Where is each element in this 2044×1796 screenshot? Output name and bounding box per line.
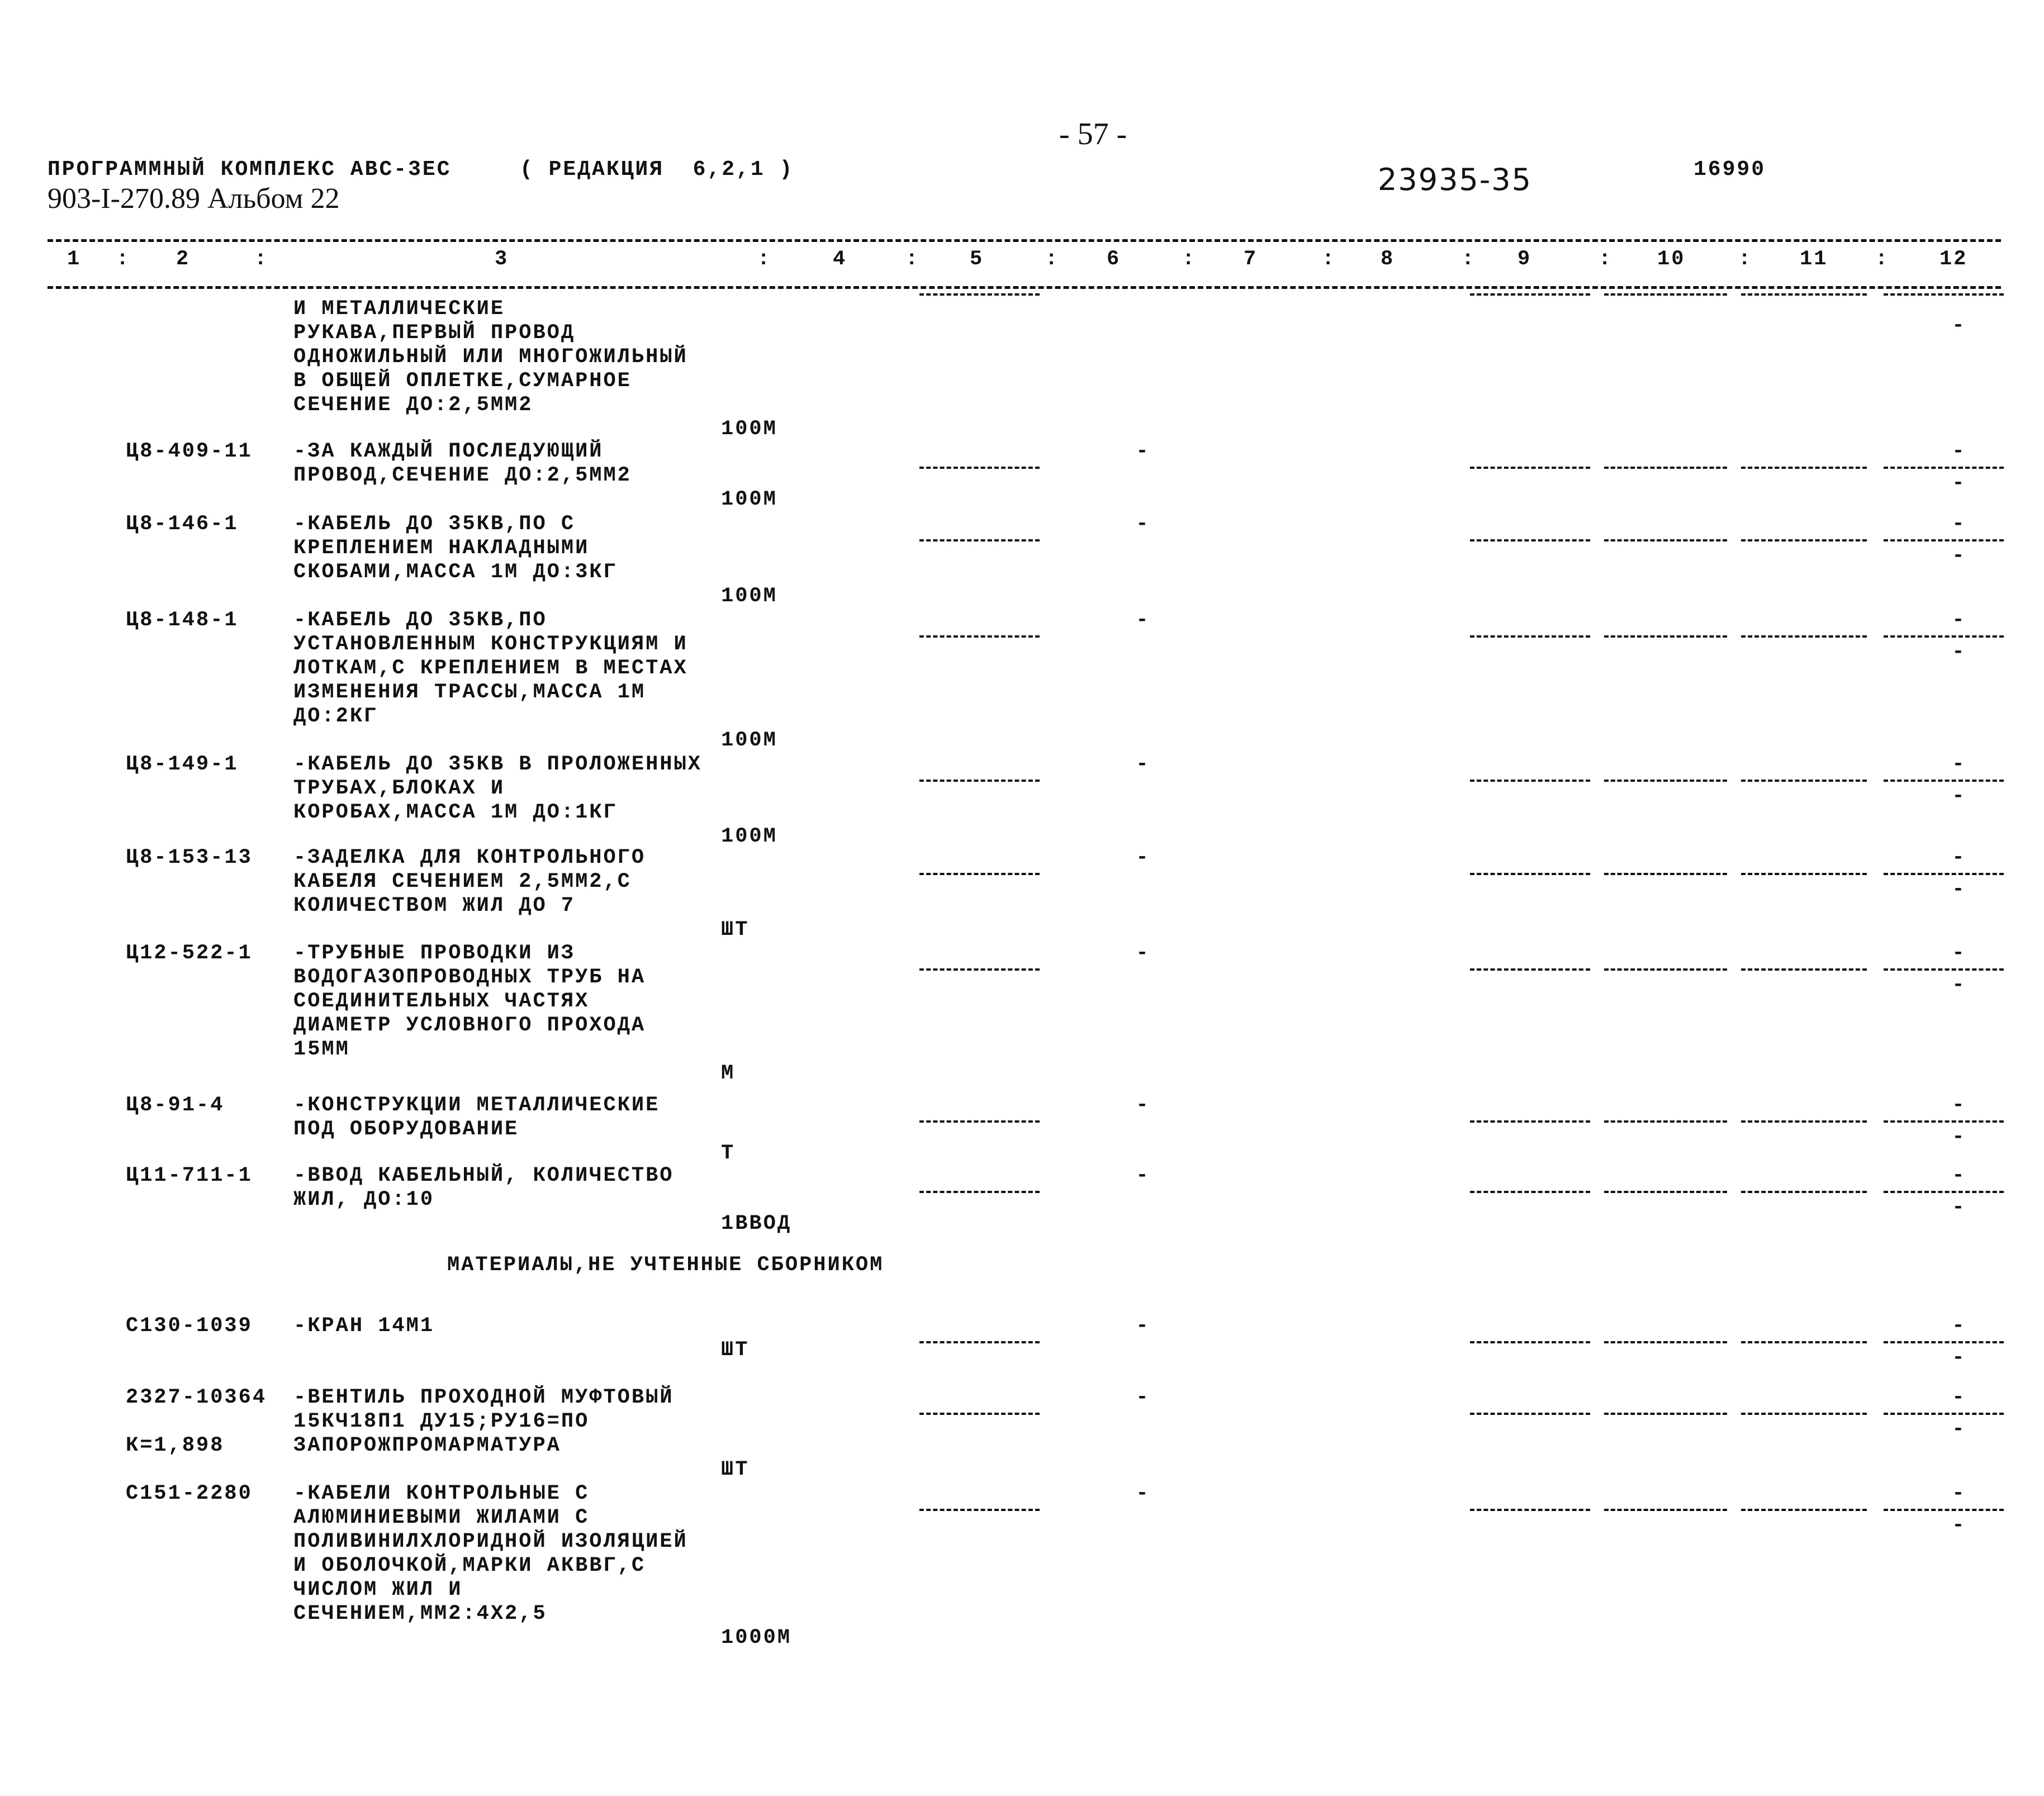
c5-divider bbox=[919, 467, 1040, 469]
work-description: КАБЕЛЯ СЕЧЕНИЕМ 2,5ММ2,С bbox=[293, 870, 632, 894]
section-heading: МАТЕРИАЛЫ,НЕ УЧТЕННЫЕ СБОРНИКОМ bbox=[447, 1253, 884, 1277]
unit-of-measure: 100М bbox=[721, 585, 777, 608]
c9-divider bbox=[1470, 1413, 1590, 1415]
c12-top-value: - bbox=[1952, 1164, 1966, 1187]
c12-divider bbox=[1884, 635, 2004, 638]
c10-divider bbox=[1604, 968, 1727, 971]
c12-bottom-value: - bbox=[1952, 785, 1966, 808]
c10-divider bbox=[1604, 635, 1727, 638]
c9-divider bbox=[1470, 1341, 1590, 1343]
col6-value: - bbox=[1136, 1164, 1150, 1187]
work-description: -КАБЕЛЬ ДО 35КВ,ПО С bbox=[293, 512, 576, 536]
col6-value: - bbox=[1136, 1482, 1150, 1505]
c12-bottom-value: - bbox=[1952, 973, 1966, 997]
c5-divider bbox=[919, 1341, 1040, 1343]
work-description: 15КЧ18П1 ДУ15;РУ16=ПО bbox=[293, 1410, 590, 1433]
column-header-3: 3 bbox=[495, 248, 509, 271]
c5-divider bbox=[919, 873, 1040, 875]
c10-divider bbox=[1604, 1120, 1727, 1123]
c9-divider bbox=[1470, 968, 1590, 971]
c12-divider bbox=[1884, 1509, 2004, 1511]
col6-value: - bbox=[1136, 1386, 1150, 1409]
c9-divider bbox=[1470, 635, 1590, 638]
c9-divider bbox=[1470, 873, 1590, 875]
c5-divider bbox=[919, 780, 1040, 782]
c11-divider bbox=[1741, 1120, 1867, 1123]
column-separator: : bbox=[1322, 248, 1336, 271]
work-description: УСТАНОВЛЕННЫМ КОНСТРУКЦИЯМ И bbox=[293, 633, 688, 656]
c5-divider bbox=[919, 1509, 1040, 1511]
rate-code: Ц8-91-4 bbox=[126, 1094, 225, 1117]
c5-divider bbox=[919, 1120, 1040, 1123]
col6-value: - bbox=[1136, 1094, 1150, 1117]
col6-value: - bbox=[1136, 942, 1150, 965]
work-description: -КАБЕЛЬ ДО 35КВ,ПО bbox=[293, 609, 547, 632]
work-description: ЖИЛ, ДО:10 bbox=[293, 1188, 435, 1211]
c12-bottom-value: - bbox=[1952, 1514, 1966, 1537]
work-description: -КРАН 14М1 bbox=[293, 1314, 435, 1338]
c12-top-value: - bbox=[1952, 1094, 1966, 1117]
c10-divider bbox=[1604, 293, 1727, 296]
work-description: И МЕТАЛЛИЧЕСКИЕ bbox=[293, 297, 505, 321]
c12-divider bbox=[1884, 1120, 2004, 1123]
c10-divider bbox=[1604, 1509, 1727, 1511]
column-separator: : bbox=[254, 248, 269, 271]
c5-divider bbox=[919, 1413, 1040, 1415]
rate-coefficient: К=1,898 bbox=[126, 1434, 225, 1457]
work-description: СЕЧЕНИЕМ,ММ2:4Х2,5 bbox=[293, 1602, 547, 1626]
c10-divider bbox=[1604, 1191, 1727, 1193]
c12-divider bbox=[1884, 1413, 2004, 1415]
c11-divider bbox=[1741, 635, 1867, 638]
work-description: -ВВОД КАБЕЛЬНЫЙ, КОЛИЧЕСТВО bbox=[293, 1164, 674, 1187]
column-header-6: 6 bbox=[1107, 248, 1121, 271]
unit-of-measure: 100М bbox=[721, 417, 777, 441]
rate-code: Ц11-711-1 bbox=[126, 1164, 253, 1187]
work-description: ЗАПОРОЖПРОМАРМАТУРА bbox=[293, 1434, 561, 1457]
column-header-12: 12 bbox=[1939, 248, 1968, 271]
c10-divider bbox=[1604, 467, 1727, 469]
c9-divider bbox=[1470, 293, 1590, 296]
work-description: КОРОБАХ,МАССА 1М ДО:1КГ bbox=[293, 801, 618, 824]
c10-divider bbox=[1604, 539, 1727, 541]
column-separator: : bbox=[757, 248, 772, 271]
unit-of-measure: М bbox=[721, 1062, 736, 1085]
work-description: 15ММ bbox=[293, 1038, 350, 1061]
project-title: 903-I-270.89 Альбом 22 bbox=[48, 183, 340, 215]
rate-code: 2327-10364 bbox=[126, 1386, 267, 1409]
c12-bottom-value: - bbox=[1952, 1418, 1966, 1441]
c11-divider bbox=[1741, 539, 1867, 541]
c12-divider bbox=[1884, 467, 2004, 469]
col6-value: - bbox=[1136, 609, 1150, 632]
unit-of-measure: 1ВВОД bbox=[721, 1212, 792, 1236]
program-name: ПРОГРАММНЫЙ КОМПЛЕКС АВС-3ЕС bbox=[48, 158, 452, 182]
unit-of-measure: ШТ bbox=[721, 1458, 750, 1481]
column-separator: : bbox=[1045, 248, 1060, 271]
c9-divider bbox=[1470, 467, 1590, 469]
c11-divider bbox=[1741, 1191, 1867, 1193]
column-separator: : bbox=[1599, 248, 1613, 271]
c12-bottom-value: - bbox=[1952, 1346, 1966, 1370]
column-separator: : bbox=[1738, 248, 1753, 271]
work-description: И ОБОЛОЧКОЙ,МАРКИ АКВВГ,С bbox=[293, 1554, 646, 1578]
column-header-2: 2 bbox=[176, 248, 191, 271]
c12-bottom-value: - bbox=[1952, 472, 1966, 495]
work-description: КРЕПЛЕНИЕМ НАКЛАДНЫМИ bbox=[293, 536, 590, 560]
work-description: -ВЕНТИЛЬ ПРОХОДНОЙ МУФТОВЫЙ bbox=[293, 1386, 674, 1409]
c11-divider bbox=[1741, 780, 1867, 782]
c12-bottom-value: - bbox=[1952, 1196, 1966, 1219]
c12-divider bbox=[1884, 968, 2004, 971]
column-header-8: 8 bbox=[1381, 248, 1395, 271]
unit-of-measure: ШТ bbox=[721, 918, 750, 942]
work-description: -КАБЕЛЬ ДО 35КВ В ПРОЛОЖЕННЫХ bbox=[293, 753, 702, 776]
c12-bottom-value: - bbox=[1952, 878, 1966, 901]
c5-divider bbox=[919, 1191, 1040, 1193]
document-number: 16990 bbox=[1694, 158, 1766, 182]
c12-divider bbox=[1884, 873, 2004, 875]
c5-divider bbox=[919, 635, 1040, 638]
rate-code: Ц8-149-1 bbox=[126, 753, 239, 776]
work-description: АЛЮМИНИЕВЫМИ ЖИЛАМИ С bbox=[293, 1506, 590, 1529]
c12-top-value: - bbox=[1952, 1482, 1966, 1505]
work-description: ПОЛИВИНИЛХЛОРИДНОЙ ИЗОЛЯЦИЕЙ bbox=[293, 1530, 688, 1553]
c5-divider bbox=[919, 539, 1040, 541]
c12-top-value: - bbox=[1952, 440, 1966, 463]
c12-bottom-value: - bbox=[1952, 544, 1966, 568]
c9-divider bbox=[1470, 1120, 1590, 1123]
work-description: КОЛИЧЕСТВОМ ЖИЛ ДО 7 bbox=[293, 894, 576, 918]
rate-code: С151-2280 bbox=[126, 1482, 253, 1505]
col6-value: - bbox=[1136, 440, 1150, 463]
unit-of-measure: 100М bbox=[721, 488, 777, 511]
c9-divider bbox=[1470, 1191, 1590, 1193]
c12-divider bbox=[1884, 780, 2004, 782]
c12-top-value: - bbox=[1952, 1386, 1966, 1409]
c12-divider bbox=[1884, 1191, 2004, 1193]
c9-divider bbox=[1470, 780, 1590, 782]
work-description: СОЕДИНИТЕЛЬНЫХ ЧАСТЯХ bbox=[293, 990, 590, 1013]
work-description: ИЗМЕНЕНИЯ ТРАССЫ,МАССА 1М bbox=[293, 681, 646, 704]
work-description: ДО:2КГ bbox=[293, 705, 378, 728]
c11-divider bbox=[1741, 873, 1867, 875]
col6-value: - bbox=[1136, 1314, 1150, 1338]
c12-top-value: - bbox=[1952, 1314, 1966, 1338]
unit-of-measure: ШТ bbox=[721, 1338, 750, 1362]
work-description: ДИАМЕТР УСЛОВНОГО ПРОХОДА bbox=[293, 1014, 646, 1037]
rate-code: Ц8-409-11 bbox=[126, 440, 253, 463]
work-description: -ЗАДЕЛКА ДЛЯ КОНТРОЛЬНОГО bbox=[293, 846, 646, 870]
c10-divider bbox=[1604, 873, 1727, 875]
work-description: СКОБАМИ,МАССА 1М ДО:3КГ bbox=[293, 560, 618, 584]
c12-divider bbox=[1884, 1341, 2004, 1343]
unit-of-measure: 100М bbox=[721, 729, 777, 752]
c11-divider bbox=[1741, 293, 1867, 296]
unit-of-measure: 100М bbox=[721, 825, 777, 848]
c12-top-value: - bbox=[1952, 609, 1966, 632]
column-separator: : bbox=[116, 248, 131, 271]
c12-bottom-value: - bbox=[1952, 1125, 1966, 1149]
column-header-4: 4 bbox=[833, 248, 847, 271]
c11-divider bbox=[1741, 1509, 1867, 1511]
c5-divider bbox=[919, 293, 1040, 296]
c12-bottom-value: - bbox=[1952, 314, 1966, 338]
work-description: ОДНОЖИЛЬНЫЙ ИЛИ МНОГОЖИЛЬНЫЙ bbox=[293, 345, 688, 369]
c12-divider bbox=[1884, 293, 2004, 296]
c12-top-value: - bbox=[1952, 512, 1966, 536]
work-description: ЧИСЛОМ ЖИЛ И bbox=[293, 1578, 463, 1602]
c10-divider bbox=[1604, 780, 1727, 782]
work-description: ВОДОГАЗОПРОВОДНЫХ ТРУБ НА bbox=[293, 966, 646, 989]
column-header-5: 5 bbox=[970, 248, 984, 271]
work-description: -ТРУБНЫЕ ПРОВОДКИ ИЗ bbox=[293, 942, 576, 965]
document-code: 23935-35 bbox=[1378, 162, 1532, 197]
c12-bottom-value: - bbox=[1952, 640, 1966, 664]
col6-value: - bbox=[1136, 753, 1150, 776]
c5-divider bbox=[919, 968, 1040, 971]
column-header-10: 10 bbox=[1657, 248, 1686, 271]
column-header-9: 9 bbox=[1517, 248, 1532, 271]
c11-divider bbox=[1741, 1341, 1867, 1343]
c10-divider bbox=[1604, 1341, 1727, 1343]
unit-of-measure: 1000М bbox=[721, 1626, 792, 1650]
col6-value: - bbox=[1136, 512, 1150, 536]
unit-of-measure: Т bbox=[721, 1142, 736, 1165]
work-description: -КОНСТРУКЦИИ МЕТАЛЛИЧЕСКИЕ bbox=[293, 1094, 660, 1117]
column-separator: : bbox=[1875, 248, 1890, 271]
work-description: ПРОВОД,СЕЧЕНИЕ ДО:2,5ММ2 bbox=[293, 464, 632, 487]
work-description: В ОБЩЕЙ ОПЛЕТКЕ,СУМАРНОЕ bbox=[293, 369, 632, 393]
c12-top-value: - bbox=[1952, 846, 1966, 870]
c12-top-value: - bbox=[1952, 753, 1966, 776]
c11-divider bbox=[1741, 467, 1867, 469]
edition-label: ( РЕДАКЦИЯ 6,2,1 ) bbox=[520, 158, 794, 182]
rate-code: Ц8-146-1 bbox=[126, 512, 239, 536]
rate-code: Ц8-153-13 bbox=[126, 846, 253, 870]
c11-divider bbox=[1741, 968, 1867, 971]
rate-code: С130-1039 bbox=[126, 1314, 253, 1338]
rate-code: Ц12-522-1 bbox=[126, 942, 253, 965]
c9-divider bbox=[1470, 539, 1590, 541]
work-description: РУКАВА,ПЕРВЫЙ ПРОВОД bbox=[293, 321, 576, 345]
work-description: -КАБЕЛИ КОНТРОЛЬНЫЕ С bbox=[293, 1482, 590, 1505]
c12-top-value: - bbox=[1952, 942, 1966, 965]
column-header-11: 11 bbox=[1800, 248, 1828, 271]
page-number: - 57 - bbox=[1059, 117, 1127, 151]
column-separator: : bbox=[1182, 248, 1197, 271]
rate-code: Ц8-148-1 bbox=[126, 609, 239, 632]
work-description: ПОД ОБОРУДОВАНИЕ bbox=[293, 1118, 519, 1141]
work-description: -ЗА КАЖДЫЙ ПОСЛЕДУЮЩИЙ bbox=[293, 440, 604, 463]
c12-divider bbox=[1884, 539, 2004, 541]
c9-divider bbox=[1470, 1509, 1590, 1511]
column-separator: : bbox=[1462, 248, 1476, 271]
col6-value: - bbox=[1136, 846, 1150, 870]
column-header-7: 7 bbox=[1244, 248, 1258, 271]
column-header-1: 1 bbox=[67, 248, 82, 271]
c11-divider bbox=[1741, 1413, 1867, 1415]
work-description: СЕЧЕНИЕ ДО:2,5ММ2 bbox=[293, 393, 533, 417]
c10-divider bbox=[1604, 1413, 1727, 1415]
work-description: ТРУБАХ,БЛОКАХ И bbox=[293, 777, 505, 800]
column-separator: : bbox=[905, 248, 920, 271]
work-description: ЛОТКАМ,С КРЕПЛЕНИЕМ В МЕСТАХ bbox=[293, 657, 688, 680]
